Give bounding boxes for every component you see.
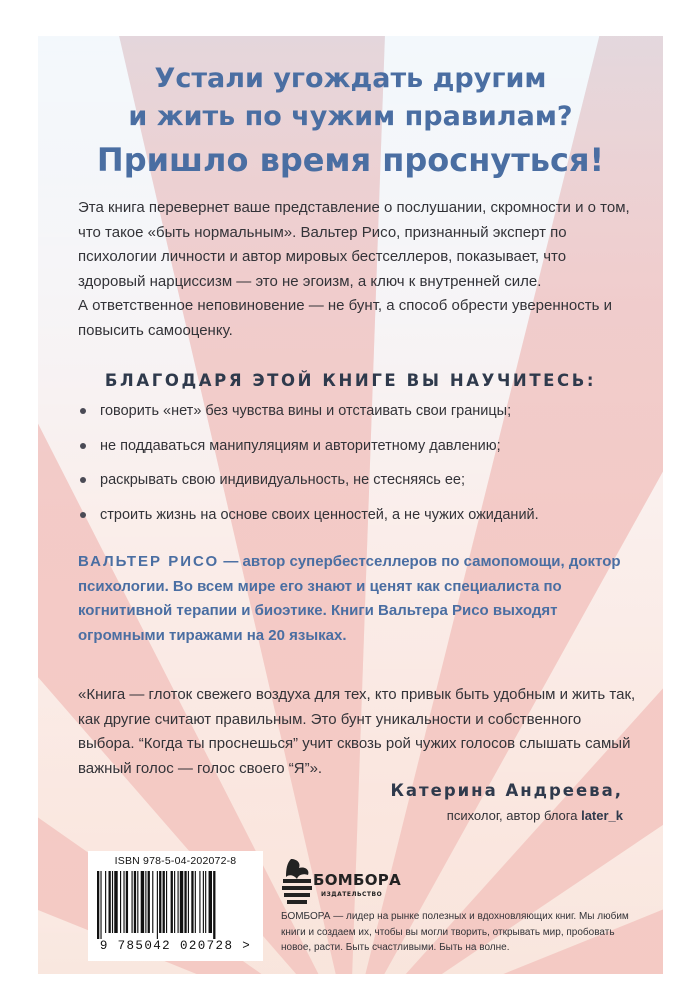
barcode-bar [123,871,124,933]
barcode-bar [141,871,144,933]
author-name: ВАЛЬТЕР РИСО [78,553,220,570]
barcode-bar [203,871,204,933]
barcode-bar [134,871,136,933]
barcode-bar [174,871,175,933]
intro-paragraph-2: А ответственное неповиновение — не бунт, а способ обрести уверенность и повысить самооценку. [78,297,613,339]
headline-line-1: Устали угождать другим [154,63,547,94]
barcode-bar [145,871,146,933]
intro-paragraph-1: Эта книга перевернет ваше представление о послушании, скромности и о том, что такое «быть нормальным». Вальтер Рисо, признанный эксперт по психологии личности и автор мировых бестселлеров, показывает, что здоровый нарциссизм — это не эгоизм, а ключ к внутренней силе. [78,199,630,290]
barcode-bar [205,871,206,933]
isbn-number: ISBN 978-5-04-202072-8 [114,855,237,867]
barcode-bar [100,871,101,939]
publisher-subtitle: ИЗДАТЕЛЬСТВО [321,891,383,898]
list-item [78,401,638,421]
barcode-box [88,851,263,961]
barcode-bar [109,871,111,933]
headline-line-3: Пришло время проснуться! [96,141,605,179]
barcode-bar [180,871,183,933]
barcode-bar [105,871,106,933]
barcode-bar [97,871,99,939]
barcode-bar [126,871,128,933]
barcode-bar [157,871,158,939]
barcode-bar [195,871,196,933]
list-item [78,470,638,490]
bullet-dot-icon [80,443,86,449]
publisher-name: БОМБОРА [313,871,401,889]
bullet-dot-icon [80,477,86,483]
barcode-bar [148,871,150,933]
learn-section-title: БЛАГОДАРЯ ЭТОЙ КНИГЕ ВЫ НАУЧИТЕСЬ: [104,371,597,390]
barcode-bar [209,871,212,933]
wave-logo-icon [281,857,315,907]
headline [38,60,663,182]
barcode-bar [184,871,186,933]
barcode-bar [191,871,193,933]
quote-author: Катерина Андреева, [390,781,623,800]
author-bio-text: — автор супербестселлеров по самопомощи, доктор психологии. Во всем мире его знают и ценят как специалиста по когнитивной терапии и биоэтике. Книги Вальтера Рисо выходят огромными тиражами на 20 языках. [78,553,621,644]
list-item [78,436,638,456]
barcode-bar [171,871,173,933]
learn-list [78,401,638,539]
list-item [78,505,638,525]
barcode-digits: 9 785042 020728 > [99,939,252,953]
blog-name: later_k [581,808,623,823]
barcode-bar [120,871,121,933]
list-item-text: раскрывать свою индивидуальность, не стесняясь ее; [100,472,465,488]
bullet-dot-icon [80,408,86,414]
quote-author-role [447,808,623,823]
review-quote: «Книга — глоток свежего воздуха для тех, кто привык быть удобным и жить так, как другие считают правильным. Это бунт уникальности и собственного выбора. “Когда ты проснешься” учит сквозь рой чужих голосов слышать самый важный голос — голос своего “Я”». [78,686,636,777]
publisher-logo [281,857,401,917]
barcode-bar [166,871,167,933]
barcode-bar [213,871,215,939]
bullet-dot-icon [80,512,86,518]
barcode-icon [97,871,254,939]
barcode-bar [137,871,138,933]
list-item-text: строить жизнь на основе своих ценностей, а не чужих ожиданий. [100,506,539,523]
barcode-bar [114,871,117,933]
barcode-bar [132,871,133,933]
headline-line-2: и жить по чужим правилам? [128,101,573,132]
author-bio [78,550,638,648]
book-back-cover [38,36,663,974]
barcode-bar [199,871,200,933]
barcode-bar [188,871,189,933]
list-item-text: не поддаваться манипуляциям и авторитетному давлению; [100,437,501,454]
publisher-description: БОМБОРА — лидер на рынке полезных и вдохновляющих книг. Мы любим книги и создаем их, чтобы вы могли творить, открывать мир, пробовать новое, расти. Быть счастливыми. Быть на волне. [281,911,629,953]
barcode-bar [159,871,161,933]
author-role-text: психолог, автор блога [446,808,582,823]
intro-text [78,196,633,343]
barcode-bar [112,871,113,933]
barcode-bar [152,871,153,933]
barcode-bar [178,871,179,933]
list-item-text: говорить «нет» без чувства вины и отстаивать свои границы; [100,403,512,419]
barcode-bar [163,871,165,933]
